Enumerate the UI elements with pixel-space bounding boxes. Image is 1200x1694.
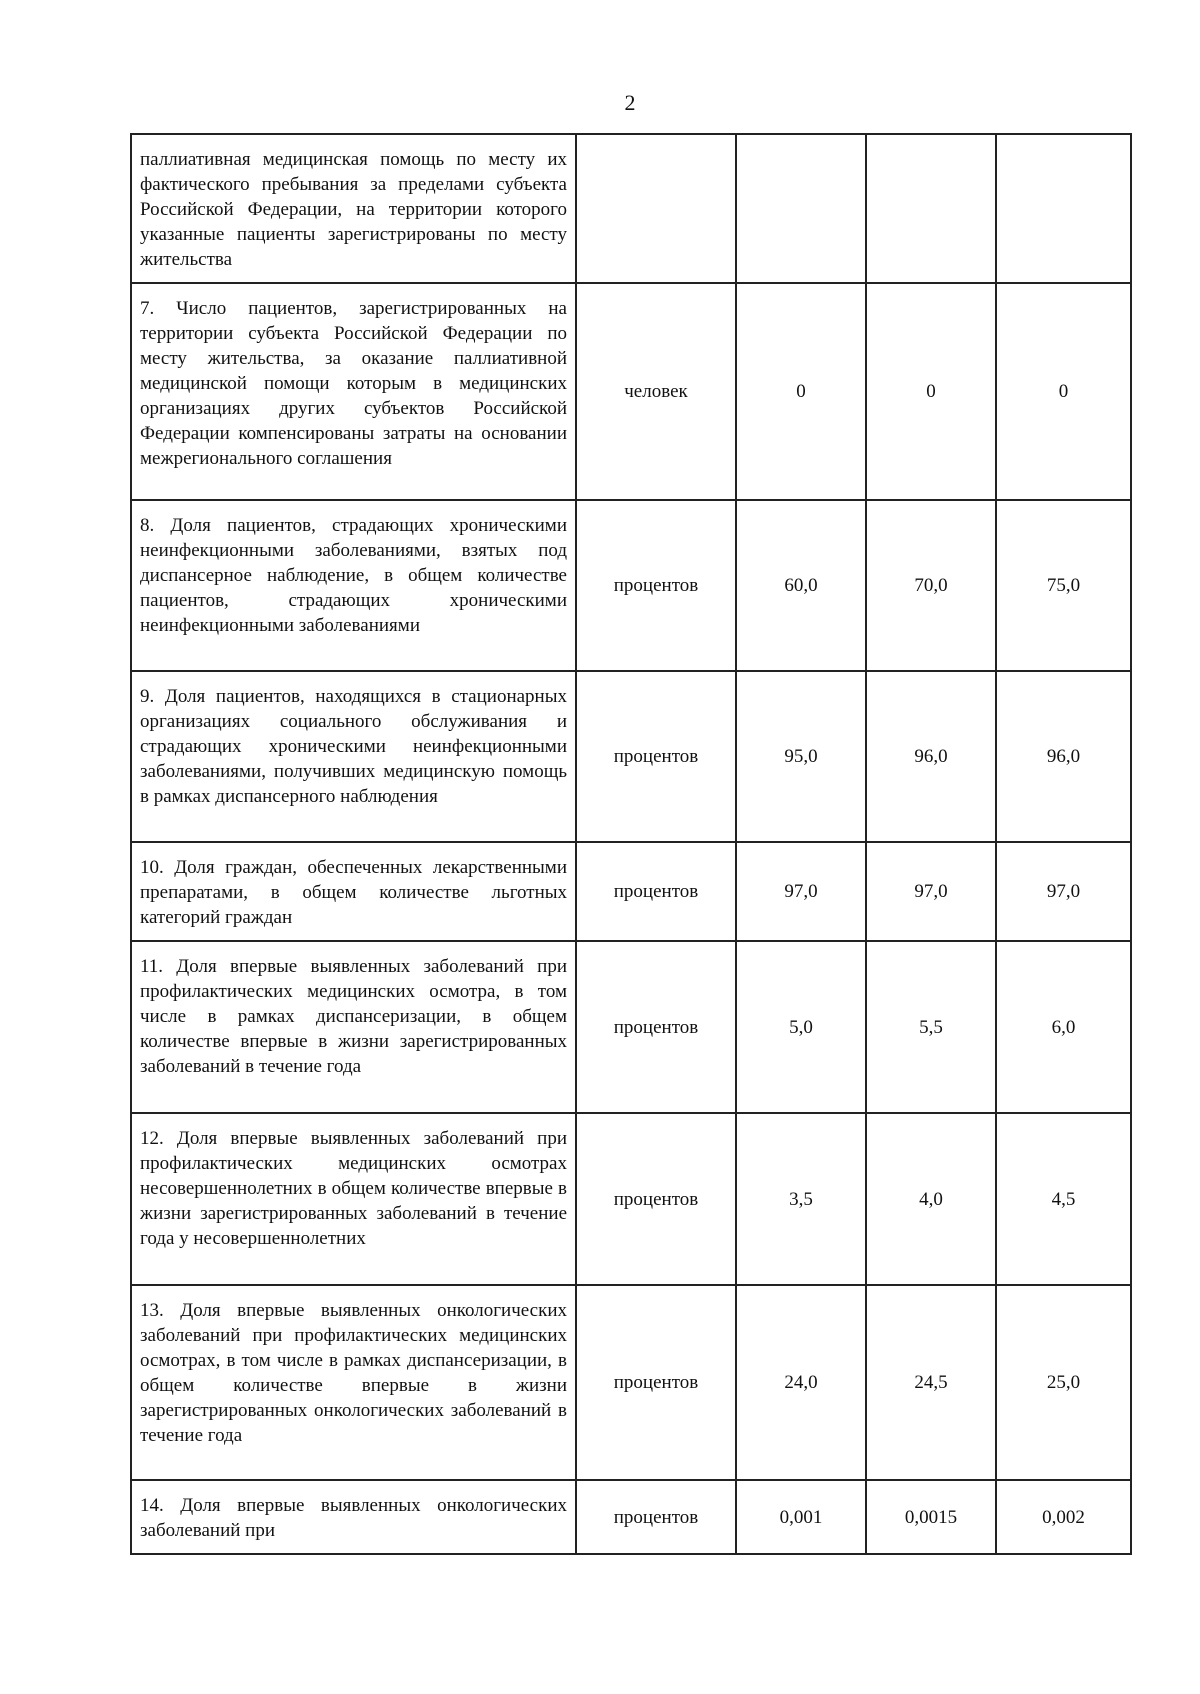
- value-cell-3: 25,0: [996, 1285, 1131, 1480]
- unit-cell: [576, 134, 736, 283]
- value-cell-2: 24,5: [866, 1285, 996, 1480]
- indicator-description: 10. Доля граждан, обеспеченных лекарственными препаратами, в общем количестве льготных категорий граждан: [131, 842, 576, 941]
- value-cell-1: 24,0: [736, 1285, 866, 1480]
- unit-cell: процентов: [576, 500, 736, 671]
- value-cell-2: 4,0: [866, 1113, 996, 1285]
- value-cell-1: 60,0: [736, 500, 866, 671]
- value-cell-3: 97,0: [996, 842, 1131, 941]
- unit-cell: процентов: [576, 1113, 736, 1285]
- indicator-description: 12. Доля впервые выявленных заболеваний при профилактических медицинских осмотрах несовершеннолетних в общем количестве впервые в жизни зарегистрированных заболеваний в течение года у несовершеннолетних: [131, 1113, 576, 1285]
- value-cell-1: 0: [736, 283, 866, 500]
- value-cell-3: 0: [996, 283, 1131, 500]
- table-row: [131, 1285, 1131, 1480]
- indicator-description: 9. Доля пациентов, находящихся в стационарных организациях социального обслуживания и страдающих хроническими неинфекционными заболеваниями, получивших медицинскую помощь в рамках диспансерного наблюдения: [131, 671, 576, 842]
- value-cell-2: 5,5: [866, 941, 996, 1113]
- indicator-description: паллиативная медицинская помощь по месту их фактического пребывания за пределами субъекта Российской Федерации, на территории которого указанные пациенты зарегистрированы по месту жительства: [131, 134, 576, 283]
- indicators-table: [130, 133, 1132, 1555]
- table-row: [131, 283, 1131, 500]
- value-cell-1: 0,001: [736, 1480, 866, 1554]
- table-row: [131, 1113, 1131, 1285]
- table-row: [131, 500, 1131, 671]
- table-row: [131, 671, 1131, 842]
- unit-cell: процентов: [576, 941, 736, 1113]
- table-row: [131, 941, 1131, 1113]
- value-cell-2: [866, 134, 996, 283]
- value-cell-2: 0: [866, 283, 996, 500]
- indicator-description: 13. Доля впервые выявленных онкологических заболеваний при профилактических медицинских осмотрах, в том числе в рамках диспансеризации, в общем количестве впервые в жизни зарегистрированных онкологических заболеваний в течение года: [131, 1285, 576, 1480]
- table-row: [131, 134, 1131, 283]
- value-cell-1: [736, 134, 866, 283]
- indicator-description: 7. Число пациентов, зарегистрированных на территории субъекта Российской Федерации по месту жительства, за оказание паллиативной медицинской помощи которым в медицинских организациях других субъектов Российской Федерации компенсированы затраты на основании межрегионального соглашения: [131, 283, 576, 500]
- value-cell-3: [996, 134, 1131, 283]
- unit-cell: процентов: [576, 1285, 736, 1480]
- table-row: [131, 1480, 1131, 1554]
- unit-cell: человек: [576, 283, 736, 500]
- indicator-description: 8. Доля пациентов, страдающих хроническими неинфекционными заболеваниями, взятых под диспансерное наблюдение, в общем количестве пациентов, страдающих хроническими неинфекционными заболеваниями: [131, 500, 576, 671]
- value-cell-1: 3,5: [736, 1113, 866, 1285]
- value-cell-1: 5,0: [736, 941, 866, 1113]
- unit-cell: процентов: [576, 671, 736, 842]
- value-cell-3: 96,0: [996, 671, 1131, 842]
- unit-cell: процентов: [576, 1480, 736, 1554]
- table-row: [131, 842, 1131, 941]
- unit-cell: процентов: [576, 842, 736, 941]
- value-cell-2: 97,0: [866, 842, 996, 941]
- page-number: 2: [624, 90, 636, 115]
- value-cell-2: 96,0: [866, 671, 996, 842]
- value-cell-1: 97,0: [736, 842, 866, 941]
- value-cell-3: 4,5: [996, 1113, 1131, 1285]
- indicator-description: 11. Доля впервые выявленных заболеваний при профилактических медицинских осмотра, в том числе в рамках диспансеризации, в общем количестве впервые в жизни зарегистрированных заболеваний в течение года: [131, 941, 576, 1113]
- indicator-description: 14. Доля впервые выявленных онкологических заболеваний при: [131, 1480, 576, 1554]
- value-cell-2: 0,0015: [866, 1480, 996, 1554]
- value-cell-3: 0,002: [996, 1480, 1131, 1554]
- value-cell-2: 70,0: [866, 500, 996, 671]
- value-cell-1: 95,0: [736, 671, 866, 842]
- value-cell-3: 6,0: [996, 941, 1131, 1113]
- value-cell-3: 75,0: [996, 500, 1131, 671]
